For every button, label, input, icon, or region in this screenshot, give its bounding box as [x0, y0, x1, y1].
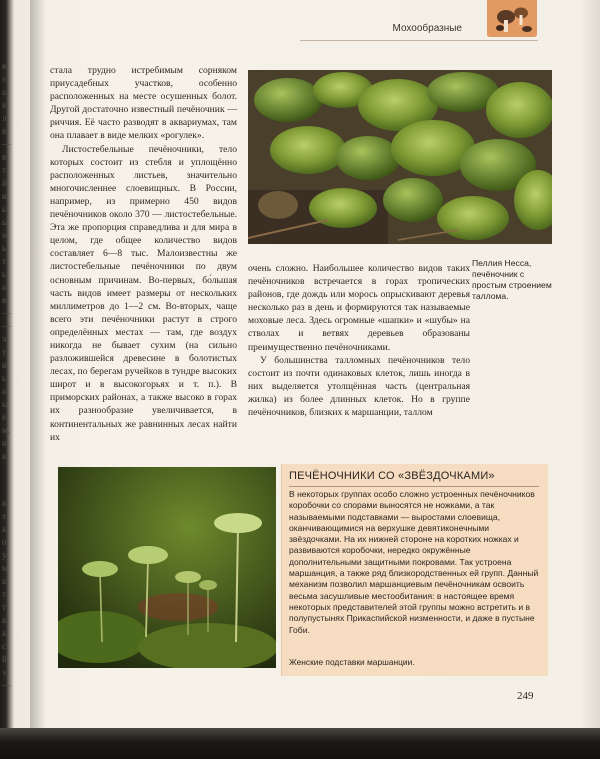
left-page-fragment: ь — [2, 204, 7, 214]
left-page-fragment: э — [2, 667, 6, 677]
left-page-fragment: ь — [2, 243, 7, 253]
text-column-right — [248, 262, 470, 419]
left-page-fragment: ы — [2, 217, 9, 227]
left-page-fragment: м — [2, 563, 8, 573]
left-page-fragment: я — [2, 498, 7, 508]
left-page-fragment: м, — [2, 425, 10, 435]
left-page-fragment: ч — [2, 334, 7, 344]
left-page-fragment: з — [2, 511, 6, 521]
sidebar-photo-caption: Женские подставки маршанции. — [289, 657, 415, 667]
paragraph: У большинства талломных печёночников тело состоит из почти одинаковых клеток, лишь иногда в них выделяется утолщённая часть (центральная жилка) из более длинных клеток. Но в группе печёночников, близких к маршанции, таллом — [248, 354, 470, 419]
left-page-fragment: и, — [2, 438, 10, 448]
left-page-fragment: т — [2, 347, 6, 357]
left-page-fragment: в — [2, 615, 7, 625]
left-page-fragment: м — [2, 230, 8, 240]
left-page-fragment: а — [2, 282, 6, 292]
sidebar-box — [281, 464, 548, 676]
left-page-fragment: — — [2, 308, 11, 318]
left-page-fragment: с — [2, 641, 6, 651]
mushroom-icon — [487, 0, 537, 37]
left-page-fragment: я — [2, 152, 7, 162]
gutter-shadow — [30, 0, 46, 759]
marchantia-photo — [58, 467, 276, 668]
text-column-left — [50, 64, 237, 444]
section-title: Мохообразные — [392, 23, 462, 34]
left-page-fragment: к — [2, 451, 7, 461]
left-page-fragment: т — [2, 589, 6, 599]
pellia-photo — [248, 70, 552, 244]
left-page-fragment: е — [2, 412, 6, 422]
left-page-fragment: я — [2, 61, 7, 71]
sidebar-title: ПЕЧЁНОЧНИКИ СО «ЗВЁЗДОЧКАМИ» — [289, 470, 539, 487]
left-page-fragment: к — [2, 576, 7, 586]
left-page-fragment: й — [2, 654, 7, 664]
left-page-fragment: ы — [2, 399, 9, 409]
left-page-fragment: т — [2, 165, 6, 175]
left-page-fragment: т — [2, 256, 6, 266]
left-page-fragment: о — [2, 537, 7, 547]
left-page-fragment: я — [2, 100, 7, 110]
left-page-fragment: ь — [2, 269, 7, 279]
left-page-fragments — [2, 60, 16, 692]
page-number: 249 — [517, 690, 534, 702]
paragraph: стала трудно истребимым сорняком приусадебных участков, особенно расположенных на месте осушенных болот. Другой достаточно известный печёночник — риччия. Её часто разводят в аквариумах, там она плавает в виде мелких «рогулек». — [50, 65, 237, 142]
left-page-fragment: я — [2, 126, 7, 136]
fragment-gap — [2, 463, 16, 497]
left-page-fragment: и — [2, 360, 7, 370]
left-page-fragment: л — [2, 113, 7, 123]
left-page-fragment: у — [2, 550, 7, 560]
left-page-fragment: ь — [2, 373, 7, 383]
paragraph: очень сложно. Наибольшее количество видов таких печёночников встречается в горах тропических районов, где дождь или морось опрыскивают деревья несколько раз в день и формируются так называемые моховые леса. Здесь огромные «шапки» и «шубы» на стволах и ветвях деревьев образованы преимущественно печёночниками. — [248, 263, 470, 353]
paragraph: Листостебельные печёночники, тело которых состоит из стебля и уплощённо расположенных листьев, значительно многочисленнее слоевищных. В России, например, из примерно 450 видов печёночников около 370 — листостебельные. Эта же пропорция справедлива и для мира в целом, где общее количество видов составляет 6—8 тыс. Малоизвестны же листостебельные печёночники по двум основным причинам. Во-первых, бо́льшая часть видов имеет размеры от нескольких миллиметров до 1—2 см. Во-вторых, чаще всего эти печёночники растут в строго определённых местах — там, где воздух никогда не бывает сухим (на сильно разложившейся древесине в болотистых лесах, по берегам ручейков в тундре высоких широт и в высокогорьях и т. п.). В приморских районах, а также высоко в горах их разнообразие увеличивается, в континентальных же равнинных лесах найти их — [50, 143, 237, 443]
page-bottom-edge — [0, 728, 600, 759]
left-page-fragment: к — [2, 524, 7, 534]
left-page-fragment: — — [2, 321, 11, 331]
sidebar-text: В некоторых группах особо сложно устроенных печёночников коробочки со спорами выносятся не ножками, а так называемыми подставками — выростами слоевища, оканчивающимися на верхушке девятиконечными звёздочками. На их нижней стороне на коротких ножках и развиваются коробочки, нередко окружённые дополнительными защитными покровами. Так устроена маршанция, а также ряд близкородственных ей групп. Данный механизм позволил маршанциевым печёночникам освоить весьма засушливые местообитания: в настоящее время некоторых представителей этой группы можно встретить и в полупустынях Прикаспийской низменности, и даже в пустыне Гоби. — [289, 489, 539, 635]
left-page-fragment: я — [2, 295, 7, 305]
left-page-fragment: й — [2, 178, 7, 188]
left-page-fragment: а — [2, 386, 6, 396]
left-page-fragment: и — [2, 191, 7, 201]
left-page-fragment: — — [2, 139, 11, 149]
left-page-fragment: а — [2, 87, 6, 97]
left-page-fragment: к — [2, 628, 7, 638]
left-page-fragment: э — [2, 74, 6, 84]
left-page-fragment: т — [2, 602, 6, 612]
photo-caption-top: Пеллия Несса, печёночник с простым строением таллома. — [472, 258, 552, 301]
left-page-fragment: — — [2, 680, 11, 690]
